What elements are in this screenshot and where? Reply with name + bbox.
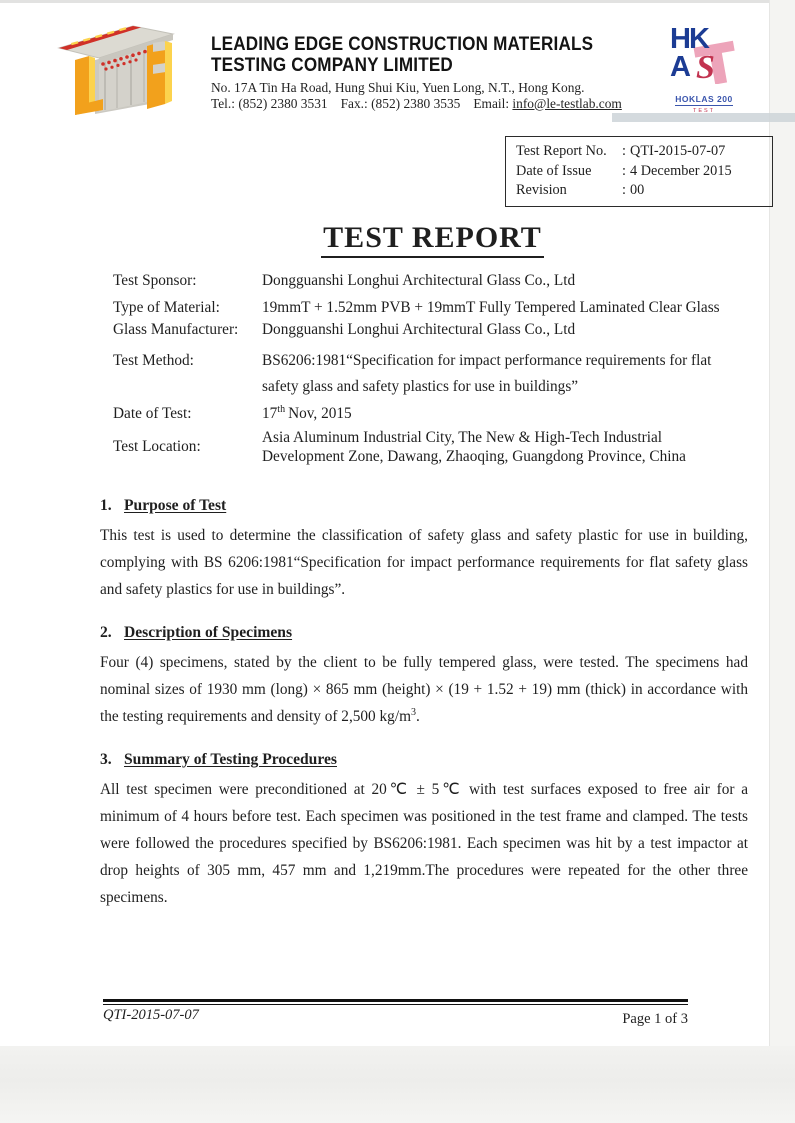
section-number: 3.: [100, 751, 112, 768]
section-description-of-specimens: [100, 624, 748, 730]
section-body: [100, 649, 748, 730]
section-title: Summary of Testing Procedures: [124, 751, 337, 768]
section-body-end: .: [415, 708, 420, 725]
section-body: All test specimen were preconditioned at 20℃ ± 5℃ with test surfaces exposed to free air for a minimum of 4 hours before test. Each specimen was positioned in the test frame and clamped. The tests were followed the procedures specified by BS6206:1981. Each specimen was hit by a test impactor at drop heights of 305 mm, 457 mm and 1,219mm.The procedures were repeated for the other three specimens.: [100, 781, 748, 906]
method-line1: BS6206:1981“Specification for impact performance requirements for flat: [262, 351, 712, 369]
test-date-value: [262, 401, 753, 428]
section-body-text: Four (4) specimens, stated by the client to be fully tempered glass, were tested. The specimens had nominal sizes of 1930 mm (long) × 865 mm (height) × (19 + 1.52 + 19) mm (thick) in accordance with the testing requirements and density of 2,500 kg/m: [100, 654, 748, 725]
revision-value: 00: [630, 182, 645, 198]
company-fax: Fax.: (852) 2380 3535: [340, 95, 461, 111]
method-value: [262, 348, 753, 401]
material-value: 19mmT + 1.52mm PVB + 19mmT Fully Tempered Laminated Clear Glass: [262, 298, 720, 316]
date-day: 17: [262, 404, 278, 422]
info-row-sponsor: [113, 268, 753, 295]
separator: :: [622, 143, 626, 159]
hkas-logo-icon: [658, 22, 750, 84]
date-ordinal: th: [277, 403, 286, 415]
company-logo: [45, 14, 187, 116]
company-address: No. 17A Tin Ha Road, Hung Shui Kiu, Yuen Long, N.T., Hong Kong.: [211, 80, 585, 95]
info-row-material: [113, 295, 753, 322]
footer-page-number: Page 1 of 3: [622, 1011, 688, 1027]
scan-artifact-bottom-margin: [0, 1046, 795, 1123]
section-body: This test is used to determine the classification of safety glass and safety plastic for use in building, complying with BS 6206:1981“Specification for impact performance requirements for flat safety glass and safety plastics for use in buildings”.: [100, 527, 748, 598]
section-heading: [100, 624, 748, 642]
report-box-row: [516, 162, 772, 182]
company-name-line2: TESTING COMPANY LIMITED: [211, 55, 453, 76]
date-month-year: Nov, 2015: [288, 404, 352, 422]
sponsor-value: Dongguanshi Longhui Architectural Glass Co., Ltd: [262, 272, 576, 289]
section-heading: [100, 497, 748, 515]
company-name-line1: LEADING EDGE CONSTRUCTION MATERIALS: [211, 34, 594, 55]
location-value: [262, 428, 753, 467]
hkas-test-label: TEST: [692, 108, 716, 114]
report-no-value: QTI-2015-07-07: [630, 143, 726, 159]
report-number-box: [505, 136, 773, 207]
footer: [103, 1007, 688, 1028]
email-label: Email:: [473, 95, 510, 111]
letterhead: [211, 34, 622, 112]
hoklas-label: HOKLAS 200: [675, 94, 733, 104]
report-no-label: Test Report No.: [516, 143, 607, 159]
info-row-manufacturer: [113, 321, 753, 348]
company-logo-icon: [45, 14, 187, 116]
company-contact-line: [211, 95, 622, 112]
section-heading: [100, 751, 748, 769]
report-box-row: [516, 181, 772, 201]
page-title: TEST REPORT: [321, 221, 544, 258]
location-line1: Asia Aluminum Industrial City, The New & High-Tech Industrial: [262, 428, 662, 446]
superscript-cubed: 3: [410, 706, 416, 718]
method-line2: safety glass and safety plastics for use in buildings”: [262, 378, 579, 396]
company-email: [473, 96, 621, 112]
manufacturer-label: Glass Manufacturer:: [113, 321, 239, 339]
manufacturer-value: Dongguanshi Longhui Architectural Glass Co., Ltd: [262, 321, 576, 339]
company-tel: Tel.: (852) 2380 3531: [211, 95, 328, 111]
info-row-method: [113, 348, 753, 401]
section-purpose-of-test: [100, 497, 748, 603]
svg-text:S: S: [696, 49, 715, 84]
section-number: 2.: [100, 624, 112, 641]
svg-text:HK: HK: [670, 23, 708, 55]
report-box-row: [516, 142, 772, 162]
footer-document-number: QTI-2015-07-07: [103, 1007, 199, 1023]
location-line2: Development Zone, Dawang, Zhaoqing, Guangdong Province, China: [262, 448, 686, 466]
svg-text:A: A: [670, 51, 691, 83]
section-title: Purpose of Test: [124, 497, 227, 514]
issue-date-value: 4 December 2015: [630, 162, 732, 179]
scan-artifact-top-edge: [0, 0, 795, 3]
separator: :: [622, 182, 626, 198]
revision-label: Revision: [516, 182, 567, 198]
method-label: Test Method:: [113, 351, 194, 369]
separator: :: [622, 162, 626, 179]
info-row-location: [113, 428, 753, 467]
hkas-accreditation-mark: [658, 22, 750, 114]
info-row-date: [113, 401, 753, 428]
sponsor-label: Test Sponsor:: [113, 272, 197, 289]
title-container: [100, 221, 765, 258]
material-label: Type of Material:: [113, 298, 220, 316]
test-date-label: Date of Test:: [113, 404, 192, 422]
scan-artifact-header-band: [612, 113, 795, 122]
section-number: 1.: [100, 497, 112, 514]
issue-date-label: Date of Issue: [516, 162, 592, 179]
report-info: [113, 268, 753, 467]
section-summary-of-testing-procedures: [100, 751, 748, 911]
footer-double-rule: [103, 999, 688, 1005]
section-title: Description of Specimens: [124, 624, 293, 641]
email-address: info@le-testlab.com: [512, 95, 622, 111]
location-label: Test Location:: [113, 438, 201, 456]
